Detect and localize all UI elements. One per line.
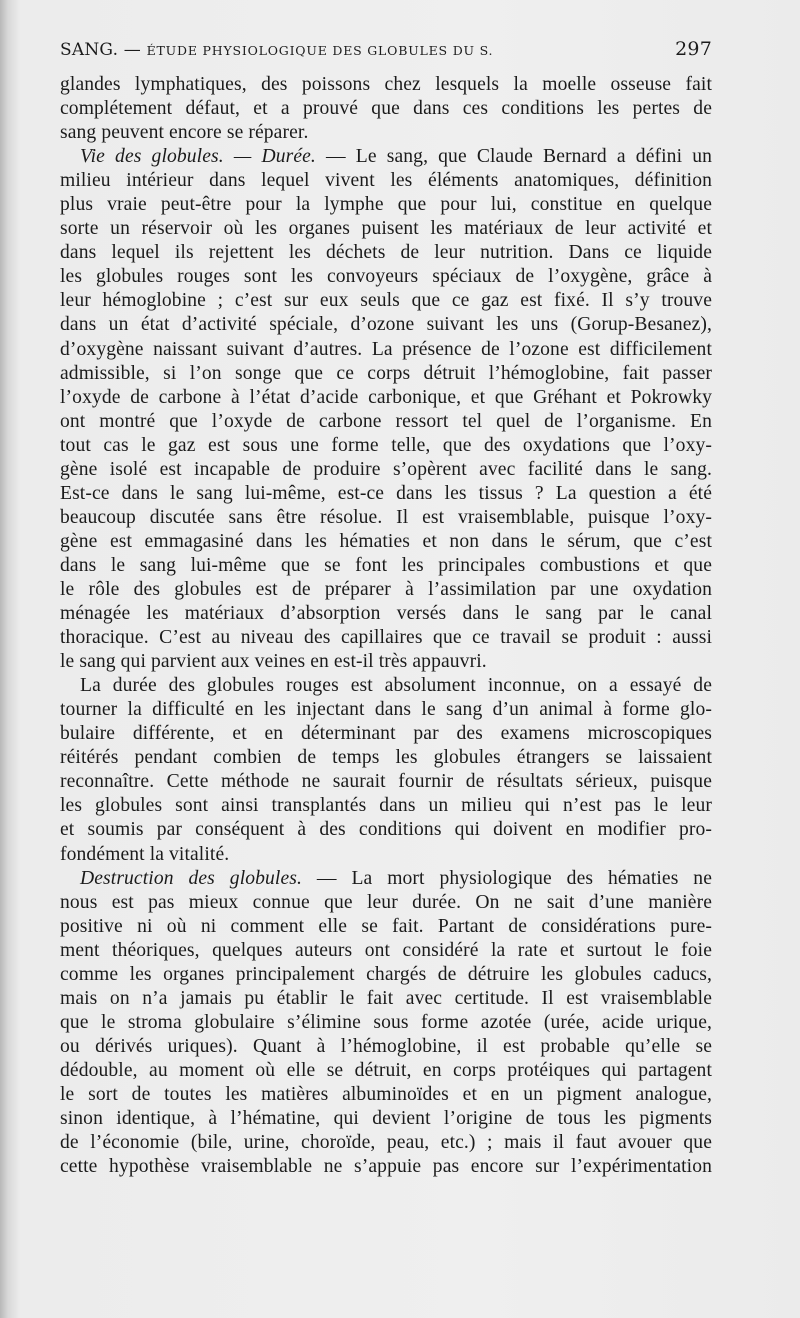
paragraph-4-first-rest: — La mort physiologique des hématies ne — [302, 867, 712, 889]
text-line: sinon identique, à l’hématine, qui devient l’origine de tous les pigments — [60, 1108, 712, 1130]
text-line: dédouble, au moment où elle se détruit, en corps protéiques qui partagent — [60, 1059, 712, 1081]
paragraph-3 — [60, 674, 712, 866]
text-line: gène est emmagasiné dans les hématies et non dans le sérum, que c’est — [60, 530, 712, 552]
text-line: cette hypothèse vraisemblable ne s’appuie pas encore sur l’expérimentation — [60, 1156, 712, 1178]
text-line: ou dérivés uriques). Quant à l’hémoglobine, il est probable qu’elle se — [60, 1035, 712, 1057]
text-line: d’oxygène naissant suivant d’autres. La présence de l’ozone est difficilement — [60, 338, 712, 360]
section-heading-vie: Vie des globules. — Durée. — [80, 146, 316, 168]
paragraph-4-lines — [60, 891, 712, 1180]
text-line: complétement défaut, et a prouvé que dans ces conditions les pertes de — [60, 98, 712, 120]
running-header — [60, 38, 712, 68]
text-line: le sang qui parvient aux veines en est-il très appauvri. — [60, 651, 487, 673]
text-line: glandes lymphatiques, des poissons chez lesquels la moelle osseuse fait — [60, 74, 712, 95]
text-line: milieu intérieur dans lequel vivent les éléments anatomiques, définition — [60, 170, 712, 192]
page-number: 297 — [675, 38, 712, 60]
text-line: La durée des globules rouges est absolument inconnue, on a essayé de — [80, 675, 712, 697]
text-line: beaucoup discutée sans être résolue. Il est vraisemblable, puisque l’oxy- — [60, 506, 712, 528]
text-line: ménagée les matériaux d’absorption versés dans le sang par le canal — [60, 603, 712, 625]
text-line: ont montré que l’oxyde de carbone ressort tel quel de l’organisme. En — [60, 410, 712, 432]
text-line: que le stroma globulaire s’élimine sous forme azotée (urée, acide urique, — [60, 1011, 712, 1033]
text-line: dans le sang lui-même que se font les principales combustions et que — [60, 554, 712, 576]
text-line: thoracique. C’est au niveau des capillaires que ce travail se produit : aussi — [60, 627, 712, 649]
paragraph-2-first-line — [60, 145, 712, 169]
text-line: mais on n’a jamais pu établir le fait avec certitude. Il est vraisemblable — [60, 987, 712, 1009]
text-line: bulaire différente, et en déterminant par des examens microscopiques — [60, 723, 712, 745]
text-line: dans un état d’activité spéciale, d’ozone suivant les uns (Gorup-Besanez), — [60, 314, 712, 336]
text-line: l’oxyde de carbone à l’état d’acide carbonique, et que Gréhant et Pokrowky — [60, 386, 712, 408]
text-line: gène isolé est incapable de produire s’opèrent avec facilité dans le sang. — [60, 458, 712, 480]
text-line: plus vraie peut-être pour la lymphe que pour lui, constitue en quelque — [60, 194, 712, 216]
paragraph-1 — [60, 73, 712, 145]
text-line: admissible, si l’on songe que ce corps détruit l’hémoglobine, fait passer — [60, 362, 712, 384]
text-line: tout cas le gaz est sous une forme telle, que des oxydations que l’oxy- — [60, 434, 712, 456]
body-text — [60, 73, 712, 1179]
text-line: et soumis par conséquent à des conditions qui doivent en modifier pro- — [60, 819, 712, 841]
paragraph-4 — [60, 867, 712, 1180]
text-line: Est-ce dans le sang lui-même, est-ce dans les tissus ? La question a été — [60, 482, 712, 504]
text-line: de l’économie (bile, urine, choroïde, peau, etc.) ; mais il faut avouer que — [60, 1132, 712, 1154]
running-head-sub: ÉTUDE PHYSIOLOGIQUE DES GLOBULES DU S. — [146, 43, 494, 58]
text-line: réitérés pendant combien de temps les globules étrangers se laissaient — [60, 747, 712, 769]
text-line: leur hémoglobine ; c’est sur eux seuls que ce gaz est fixé. Il s’y trouve — [60, 290, 712, 312]
paragraph-4-first-line — [60, 867, 712, 891]
text-line: positive ni où ni comment elle se fait. Partant de considérations pure- — [60, 915, 712, 937]
paragraph-2-first-rest: — Le sang, que Claude Bernard a défini un — [315, 146, 712, 168]
text-line: les globules rouges sont les convoyeurs spéciaux de l’oxygène, grâce à — [60, 266, 712, 288]
running-head-dash: — — [123, 40, 141, 60]
text-line: nous est pas mieux connue que leur durée. On ne sait d’une manière — [60, 891, 712, 913]
paragraph-2-lines — [60, 169, 712, 674]
section-heading-destruction: Destruction des globules. — [80, 867, 302, 889]
text-line: le rôle des globules est de préparer à l’assimilation par une oxydation — [60, 578, 712, 600]
text-line: tourner la difficulté en les injectant dans le sang d’un animal à forme glo- — [60, 699, 712, 721]
text-line: ment théoriques, quelques auteurs ont considéré la rate et surtout le foie — [60, 939, 712, 961]
paragraph-2 — [60, 145, 712, 674]
text-line: sang peuvent encore se réparer. — [60, 122, 309, 144]
text-line: dans lequel ils rejettent les déchets de leur nutrition. Dans ce liquide — [60, 242, 712, 264]
text-line: les globules sont ainsi transplantés dans un milieu qui n’est pas le leur — [60, 795, 712, 817]
text-line: sorte un réservoir où les organes puisent les matériaux de leur activité et — [60, 218, 712, 240]
running-head-main: SANG. — [60, 40, 119, 60]
text-line: le sort de toutes les matières albuminoïdes et en un pigment analogue, — [60, 1083, 712, 1105]
text-line: fondément la vitalité. — [60, 843, 230, 865]
text-line: comme les organes principalement chargés de détruire les globules caducs, — [60, 963, 712, 985]
text-line: reconnaître. Cette méthode ne saurait fournir de résultats sérieux, puisque — [60, 771, 712, 793]
running-head — [60, 40, 493, 60]
